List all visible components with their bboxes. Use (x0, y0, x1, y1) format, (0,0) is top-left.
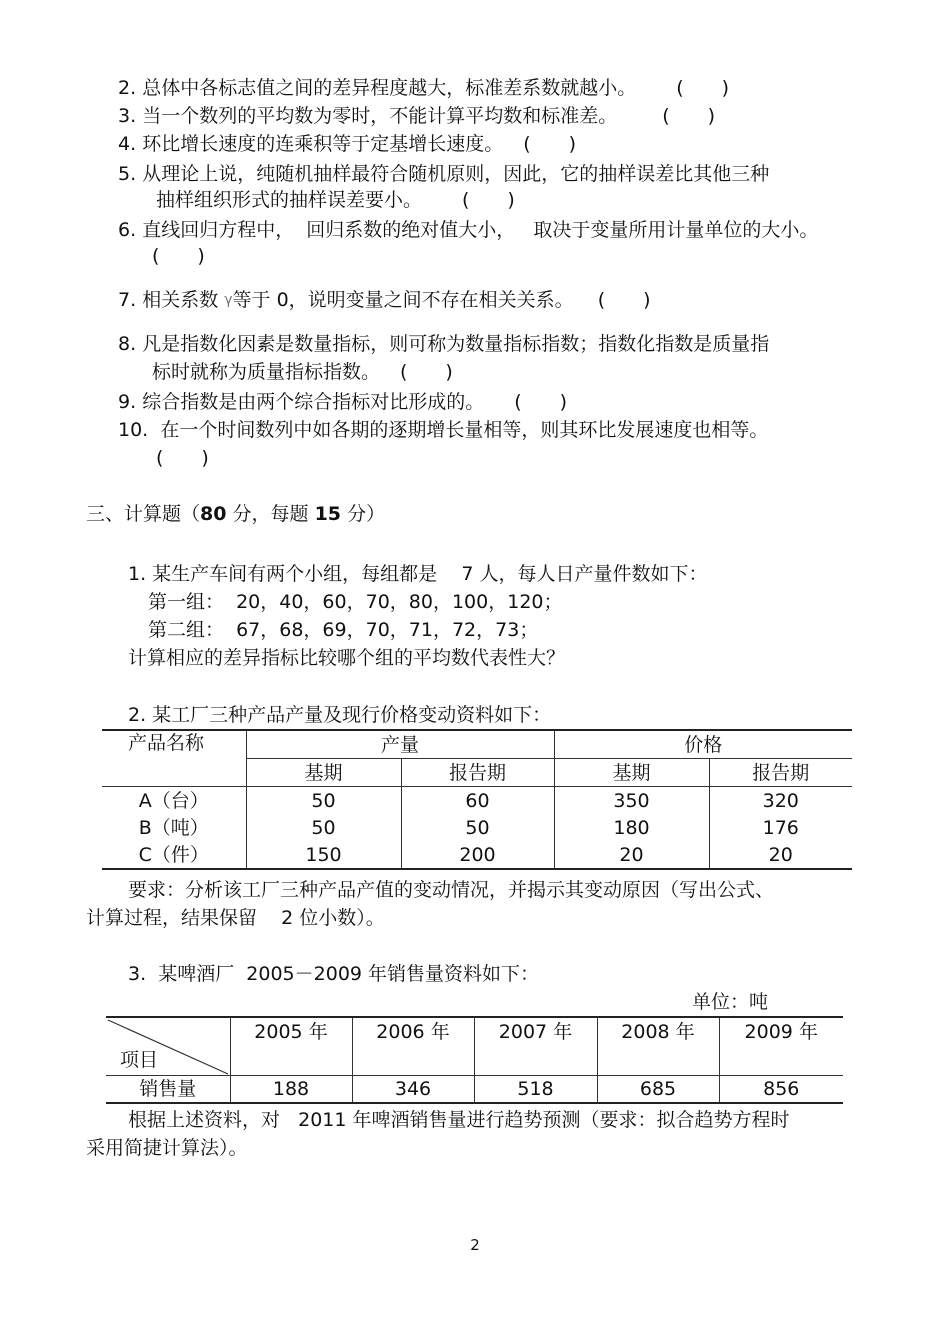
price-base: 20 (554, 841, 709, 869)
q1-ask: 计算相应的差异指标比较哪个组的平均数代表性大？ (128, 647, 566, 669)
qty-base: 50 (246, 787, 401, 815)
header-product-name: 产品名称 (102, 730, 246, 787)
q3-table (106, 1016, 843, 1104)
sales-value: 188 (230, 1075, 352, 1103)
sales-value: 518 (474, 1075, 597, 1103)
tf-item-10: 10. 在一个时间数列中如各期的逐期增长量相等，则其环比发展速度也相等。 (118, 419, 769, 441)
corner-label: 项目 (120, 1048, 159, 1071)
sales-value: 685 (597, 1075, 719, 1103)
diagonal-corner-cell (106, 1017, 230, 1075)
tf-item-4: 4. 环比增长速度的连乘积等于定基增长速度。 ( ) (118, 133, 577, 155)
tf-item-8-cont: 标时就称为质量指标指数。 ( ) (152, 361, 453, 383)
year-header: 2009 年 (719, 1017, 843, 1075)
q1-group1: 第一组： 20，40，60，70，80，100，120； (148, 591, 563, 613)
q2-table (102, 729, 852, 870)
tf-item-5-cont: 抽样组织形式的抽样误差要小。 ( ) (156, 189, 515, 211)
header-qty-report: 报告期 (401, 759, 554, 787)
product-name: A（台） (138, 789, 209, 812)
tf-item-9: 9. 综合指数是由两个综合指标对比形成的。 ( ) (118, 391, 568, 413)
qty-report: 50 (401, 814, 554, 841)
price-base: 180 (554, 814, 709, 841)
tf-item-8: 8. 凡是指数化因素是数量指标，则可称为数量指标指数；指数化指数是质量指 (118, 333, 770, 355)
tf-item-6-paren: ( ) (152, 245, 205, 267)
header-price-base: 基期 (554, 759, 709, 787)
qty-report: 200 (401, 841, 554, 869)
tf-item-2: 2. 总体中各标志值之间的差异程度越大，标准差系数就越小。 ( ) (118, 77, 730, 99)
tf-item-5: 5. 从理论上说，纯随机抽样最符合随机原则，因此，它的抽样误差比其他三种 (118, 163, 770, 185)
price-report: 20 (709, 841, 852, 869)
price-report: 176 (709, 814, 852, 841)
q3-requirement-1: 根据上述资料，对 2011 年啤酒销售量进行趋势预测（要求：拟合趋势方程时 (128, 1109, 790, 1131)
q2-requirement-2: 计算过程，结果保留 2 位小数）。 (86, 907, 385, 929)
sales-value: 856 (719, 1075, 843, 1103)
tf-item-10-paren: ( ) (156, 447, 209, 469)
qty-base: 50 (246, 814, 401, 841)
product-name: C（件） (102, 841, 246, 869)
year-header: 2007 年 (474, 1017, 597, 1075)
header-price: 价格 (554, 730, 852, 759)
q3-requirement-2: 采用简捷计算法）。 (86, 1137, 248, 1159)
price-base: 350 (554, 787, 709, 815)
header-quantity: 产量 (246, 730, 554, 759)
table-row (102, 841, 852, 869)
tf-item-7: 7. 相关系数 $^\gamma$等于 0，说明变量之间不存在相关关系。 ( ) (118, 289, 651, 311)
row-label: 销售量 (106, 1075, 230, 1103)
table-row (102, 814, 852, 841)
q3-intro: 3. 某啤酒厂 2005－2009 年销售量资料如下： (128, 963, 540, 985)
q1-intro: 1. 某生产车间有两个小组，每组都是 7 人，每人日产量件数如下： (128, 563, 708, 585)
q1-group2: 第二组： 67，68，69，70，71，72，73； (148, 619, 539, 641)
q2-intro: 2. 某工厂三种产品产量及现行价格变动资料如下： (128, 704, 552, 726)
tf-item-6: 6. 直线回归方程中， 回归系数的绝对值大小， 取决于变量所用计量单位的大小。 (118, 219, 819, 241)
product-name: B（吨） (138, 816, 209, 839)
qty-base: 150 (246, 841, 401, 869)
q2-requirement-1: 要求：分析该工厂三种产品产值的变动情况，并揭示其变动原因（写出公式、 (128, 879, 775, 901)
year-header: 2008 年 (597, 1017, 719, 1075)
year-header: 2006 年 (352, 1017, 474, 1075)
header-price-report: 报告期 (709, 759, 852, 787)
sales-value: 346 (352, 1075, 474, 1103)
header-qty-base: 基期 (246, 759, 401, 787)
section-heading: 三、计算题（80 分，每题 15 分） (86, 503, 386, 525)
page-number: 2 (470, 1236, 480, 1254)
table-row (102, 787, 852, 815)
year-header: 2005 年 (230, 1017, 352, 1075)
tf-item-3: 3. 当一个数列的平均数为零时，不能计算平均数和标准差。 ( ) (118, 105, 716, 127)
q3-unit: 单位：吨 (692, 991, 769, 1013)
table-row (106, 1075, 843, 1103)
price-report: 320 (709, 787, 852, 815)
qty-report: 60 (401, 787, 554, 815)
gamma-symbol: γ (224, 292, 233, 308)
